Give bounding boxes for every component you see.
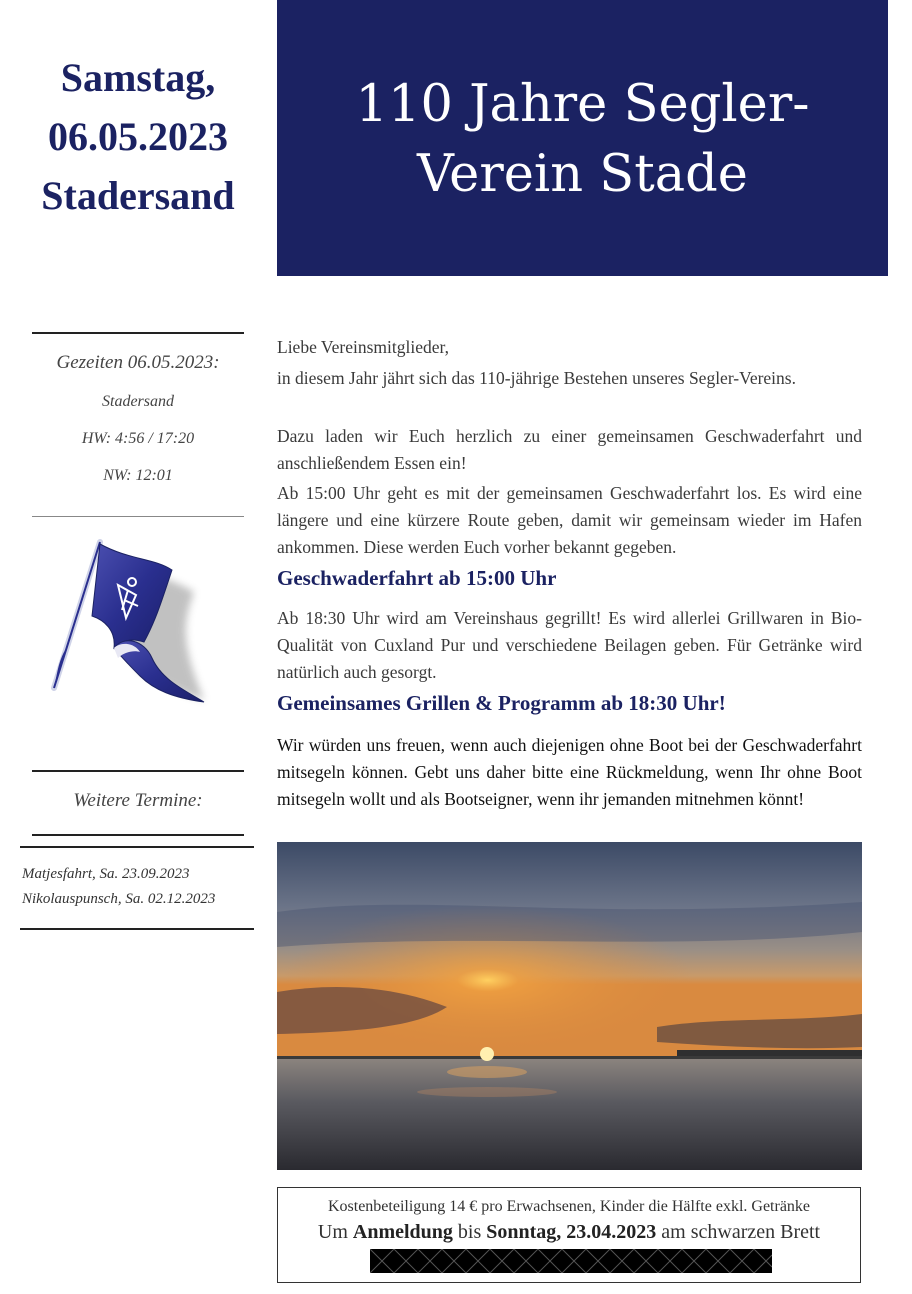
- divider: [32, 332, 244, 334]
- tides-low-water: NW: 12:01: [103, 467, 173, 484]
- tides-high-water: HW: 4:56 / 17:20: [81, 430, 195, 447]
- event-date-title: [0, 48, 276, 225]
- list-item: Nikolauspunsch, Sa. 02.12.2023: [22, 891, 216, 907]
- banner-title-line1: 110 Jahre Segler-: [355, 75, 810, 134]
- event-place: Stadersand: [41, 173, 235, 218]
- cost-note: Kostenbeteiligung 14 € pro Erwachsenen, Kinder die Hälfte exkl. Getränke: [327, 1198, 811, 1215]
- banner-title-line2: Verein Stade: [417, 145, 748, 204]
- registration-post: am schwarzen Brett: [656, 1221, 821, 1243]
- sunset-photo: [277, 842, 862, 1170]
- registration-note: [278, 1221, 860, 1244]
- tides-heading: Gezeiten 06.05.2023:: [56, 352, 220, 373]
- paragraph-grill: Ab 18:30 Uhr wird am Vereinshaus gegrillt! Es wird allerlei Grillwaren in Bio-Qualität von Cuxland Pur und verschiedene Beilagen geben. Für Getränke wird natürlich auch gesorgt.: [277, 608, 862, 682]
- divider: [32, 834, 244, 836]
- tides-place: Stadersand: [102, 393, 174, 410]
- event-day: Samstag,: [60, 55, 216, 100]
- registration-deadline: Sonntag, 23.04.2023: [486, 1221, 657, 1243]
- divider: [20, 846, 254, 848]
- registration-mid: bis: [452, 1221, 487, 1243]
- registration-label: Anmeldung: [352, 1221, 453, 1243]
- title-banner: [277, 0, 888, 276]
- greeting: Liebe Vereinsmitglieder,: [277, 337, 449, 357]
- paragraph-feedback: Wir würden uns freuen, wenn auch diejenigen ohne Boot bei der Geschwaderfahrt mitsegeln können. Gebt uns daher bitte eine Rückmeldung, wenn Ihr ohne Boot mitsegeln wollt und als Bootseigner, wenn ihr jemanden mitnehmen könnt!: [277, 735, 862, 809]
- registration-box: [277, 1187, 861, 1283]
- section-heading-grill: Gemeinsames Grillen & Programm ab 18:30 Uhr!: [277, 691, 726, 715]
- redacted-block: [370, 1249, 772, 1273]
- paragraph-intro: in diesem Jahr jährt sich das 110-jährige Bestehen unseres Segler-Vereins.: [277, 368, 796, 388]
- divider: [32, 516, 244, 517]
- more-dates-heading: Weitere Termine:: [73, 790, 203, 811]
- event-date: 06.05.2023: [48, 114, 228, 159]
- registration-pre: Um: [317, 1221, 353, 1243]
- divider: [20, 928, 254, 930]
- list-item: Matjesfahrt, Sa. 23.09.2023: [22, 866, 190, 882]
- paragraph-invitation: Dazu laden wir Euch herzlich zu einer gemeinsamen Geschwaderfahrt und anschließendem Essen ein!: [277, 426, 862, 473]
- paragraph-route: Ab 15:00 Uhr geht es mit der gemeinsamen Geschwaderfahrt los. Es wird eine längere und eine kürzere Route geben, damit wir gemeinsam wieder im Hafen ankommen. Diese werden Euch vorher bekannt gegeben.: [277, 483, 862, 557]
- club-flag-logo: [44, 530, 230, 722]
- divider: [32, 770, 244, 772]
- section-heading-sailing: Geschwaderfahrt ab 15:00 Uhr: [277, 566, 557, 590]
